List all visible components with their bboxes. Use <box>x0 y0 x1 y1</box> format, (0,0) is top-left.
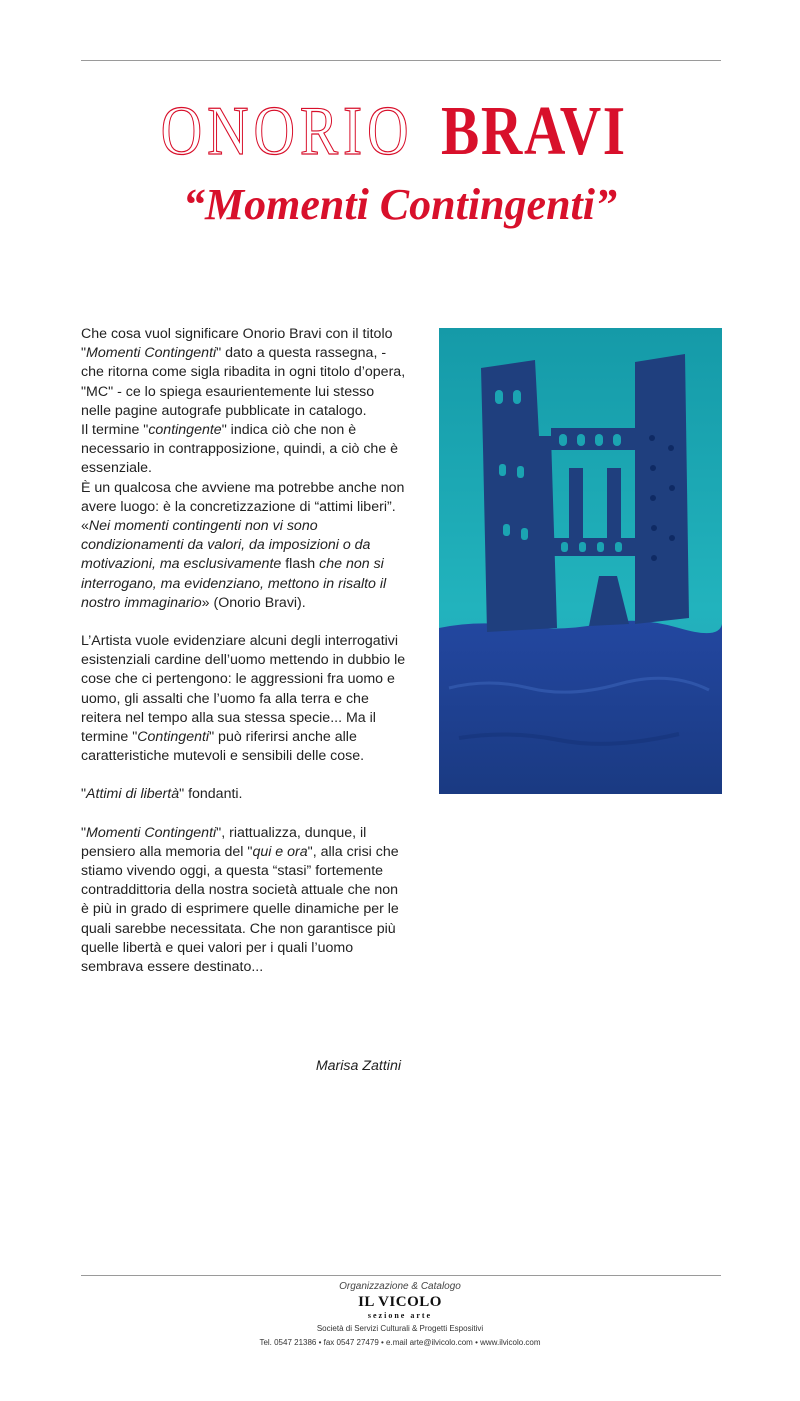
artist-quote: «Nei momenti contingenti non vi sono condizionamenti da valori, da imposizioni o da motivazioni, ma esclusivamente flash che non si interrogano, ma evidenziano, mettono in risalto il nostro immaginario» (Onorio Bravi). <box>81 518 387 611</box>
artist-first-name: ONORIO <box>160 93 414 170</box>
company-description: Società di Servizi Culturali & Progetti Espositivi <box>316 1324 484 1333</box>
logo-name: IL VICOLO <box>358 1294 442 1310</box>
paragraph: "Attimi di libertà" fondanti. <box>81 786 243 803</box>
bottom-divider <box>81 1275 721 1276</box>
exhibition-title: “Momenti Contingenti” <box>183 180 617 229</box>
artist-last-name: BRAVI <box>440 93 627 170</box>
paragraph: È un qualcosa che avviene ma potrebbe anche non avere luogo: è la concretizzazione di “attimi liberi”. <box>81 479 405 515</box>
organization-label: Organizzazione & Catalogo <box>339 1281 461 1292</box>
top-divider <box>81 60 721 61</box>
author-signature: Marisa Zattini <box>315 1058 401 1074</box>
paragraph: Che cosa vuol significare Onorio Bravi con il titolo "Momenti Contingenti" dato a questa rassegna, - che ritorna come sigla ribadita in ogni titolo d’opera, "MC" - ce lo spiega esaurientemente lui stesso nelle pagine autografe pubblicate in catalogo. <box>81 326 406 419</box>
logo-subtitle: sezione arte <box>367 1311 433 1320</box>
painting-image <box>439 328 722 794</box>
paragraph: Il termine "contingente" indica ciò che non è necessario in contrapposizione, quindi, a ciò che è essenziale. <box>81 422 399 477</box>
contact-info: Tel. 0547 21386 • fax 0547 27479 • e.mail arte@ilvicolo.com • www.ilvicolo.com <box>259 1338 541 1347</box>
artist-name <box>0 92 800 172</box>
essay-text <box>81 325 406 977</box>
paragraph: "Momenti Contingenti", riattualizza, dunque, il pensiero alla memoria del "qui e ora", alla crisi che stiamo vivendo oggi, a questa “stasi” fortemente contraddittoria della nostra società attuale che non è più in grado di esprimere quelle dinamiche per le quali sarebbe necessitata. Che non garantisce più quelle libertà e quei valori per i quali l’uomo sembrava essere destinato... <box>81 824 399 976</box>
paragraph: L’Artista vuole evidenziare alcuni degli interrogativi esistenziali cardine dell’uomo mettendo in dubbio le cose che ci pertengono: le aggressioni fra uomo e uomo, gli assalti che l’uomo fa alla terra e che reitera nel tempo alla sua stessa specie... Ma il termine "Contingenti" può riferirsi anche alle caratteristiche mutevoli e sensibili delle cose. <box>81 633 406 765</box>
